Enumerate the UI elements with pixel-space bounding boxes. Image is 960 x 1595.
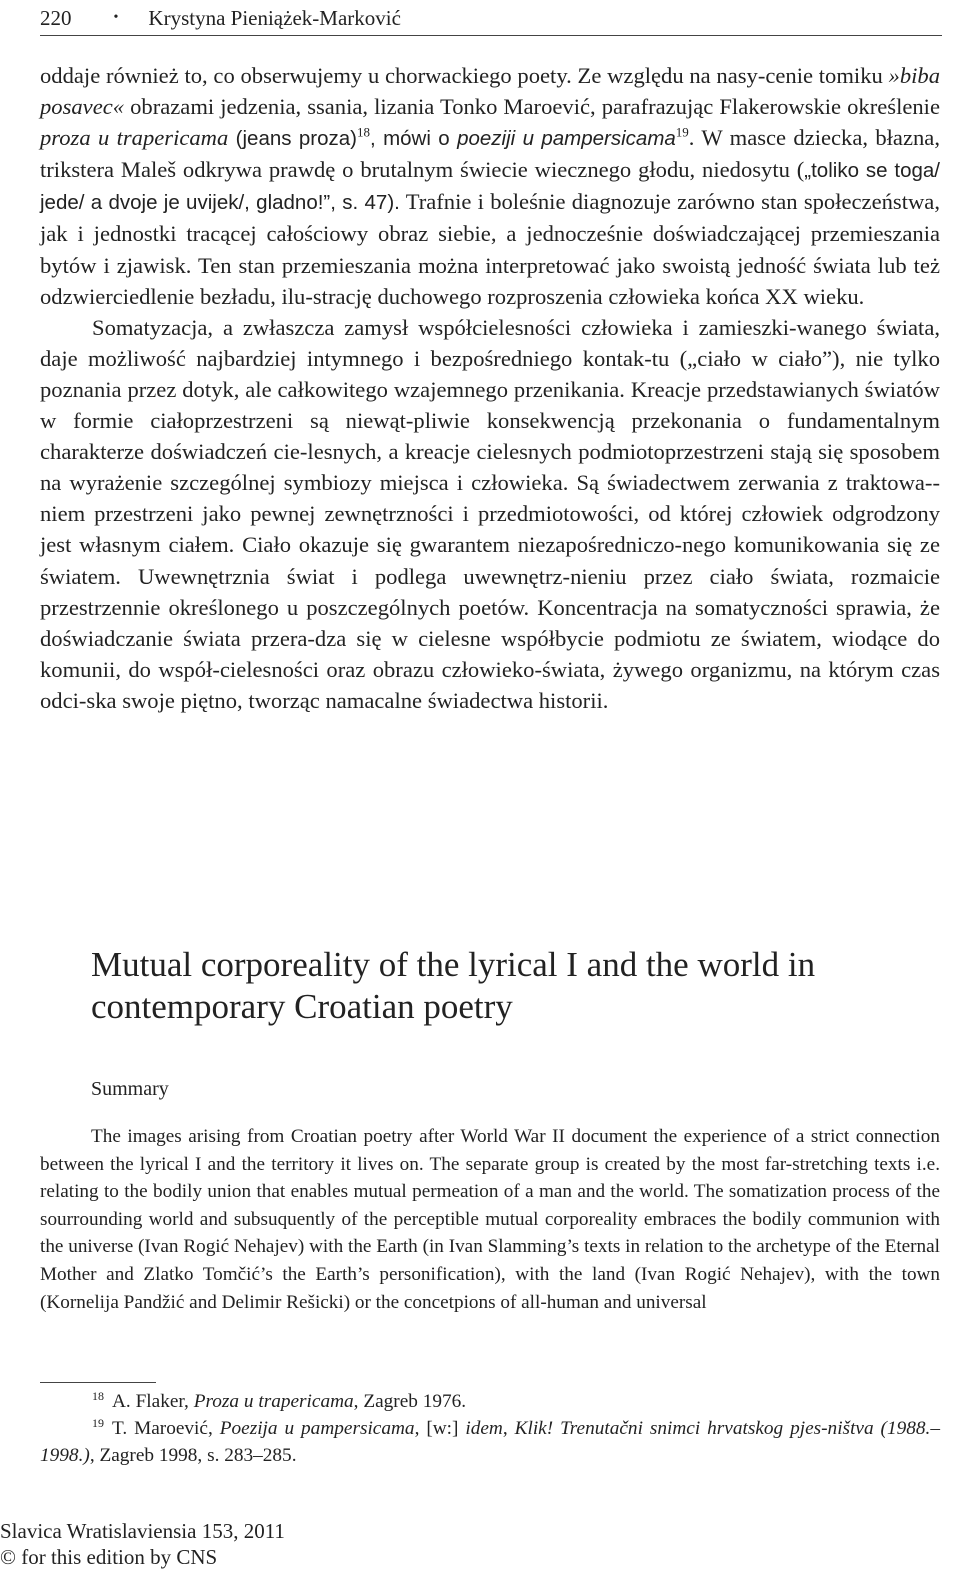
footnote-ref-18: 18 <box>357 124 370 140</box>
text-run: , [w:] <box>414 1418 466 1439</box>
summary-label: Summary <box>91 1078 169 1100</box>
italic-term: idem <box>465 1418 503 1439</box>
bullet-separator: • <box>113 10 119 25</box>
italic-title: Poezija u pampersicama <box>219 1418 415 1439</box>
footnotes <box>40 1388 940 1469</box>
text-run: . W masce dziecka, błazna, trikstera Maleš odkrywa prawdę o brutalnym świecie wiecznego głodu, niedosytu ( <box>40 125 940 183</box>
text-run: oddaje również to, co obserwujemy u chorwackiego poety. Ze względu na nasy-cenie tomiku <box>40 63 889 88</box>
text-run-sans: , mówi o <box>370 127 458 151</box>
body-paragraph-1 <box>40 60 940 312</box>
quotation-sans: „toliko se toga/ jede/ a dvoje je uvijek/, gladno!”, s. 47). <box>40 159 940 215</box>
italic-title: Klik! Trenutačni snimci hrvatskog pjes-ništva (1988.–1998.) <box>40 1418 940 1466</box>
summary-text: The images arising from Croatian poetry after World War II document the experience of a strict connection between the lyrical I and the territory it lives on. The separate group is created by the most far-stretching texts i.e. relating to the bodily union that enables mutual permeation of a man and the world. The somatization process of the sourrounding world and subsuquently of the perceptible mutual corporeality embraces the bodily communion with the universe (Ivan Rogić Nehajev) with the Earth (in Ivan Slamming’s texts in relation to the archetype of the Eternal Mother and Zlatko Tomčić’s the Earth’s personification), with the land (Ivan Rogić Nehajev), with the town (Kornelija Pandžić and Delimir Rešicki) or the concetpions of all-human and universal <box>40 1126 940 1313</box>
text-run: , <box>502 1418 515 1439</box>
italic-term: poeziji u pampersicama <box>457 127 676 151</box>
publication-footer <box>0 1518 285 1570</box>
footnote-ref-19: 19 <box>675 124 689 140</box>
running-head <box>40 4 942 32</box>
text-run: Trafnie i boleśnie diagnozuje zarówno stan społeczeństwa, jak i jednostki tracącej całościowy obraz siebie, a jednocześnie doświadczającej przemieszania bytów i zjawisk. Ten stan przemieszania można interpretować jako swoistą jedność świata lub też odzwierciedlenie bezładu, ilu-strację duchowego rozproszenia człowieka końca XX wieku. <box>40 189 940 309</box>
page-number: 220 <box>40 6 72 30</box>
italic-title: Proza u trapericama <box>193 1391 354 1412</box>
text-run: , Zagreb 1998, s. 283–285. <box>89 1445 297 1466</box>
footnote-19 <box>40 1415 940 1469</box>
text-run: obrazami jedzenia, ssania, lizania Tonko Maroević, parafrazując Flakerowskie określenie <box>124 94 940 120</box>
main-text <box>40 60 940 716</box>
running-head-author: Krystyna Pieniążek-Marković <box>148 6 401 30</box>
summary-title: Mutual corporeality of the lyrical I and the world in contemporary Croatian poetry <box>91 945 816 1026</box>
footnote-number: 18 <box>92 1388 104 1403</box>
italic-title: »biba posavec« <box>40 63 940 120</box>
header-rule <box>40 35 942 36</box>
body-paragraph-2: Somatyzacja, a zwłaszcza zamysł współcielesności człowieka i zamieszki-wanego świata, daje możliwość najbardziej intymnego i bezpośredniego kontak-tu („ciało w ciało”), nie tylko poznania przez dotyk, ale całkowitego wzajemnego przenikania. Kreacje przedstawianych światów w formie ciałoprzestrzeni są niewąt-pliwie konsekwencją przekonania o fundamentalnym charakterze doświadczeń cie-lesnych, a kreacje cielesnych podmiotoprzestrzeni stają się sposobem na wyrażenie szczególnej symbiozy miejsca i człowieka. Są świadectwem zerwania z traktowa-niem przestrzeni jako pewnej zewnętrzności i przedmiotowości, od której człowiek odgrodzony jest własnym ciałem. Ciało okazuje się gwarantem niezapośredniczo-nego komunikowania się ze światem. Uwewnętrznia świat i podlega uwewnętrz-nieniu przez ciało świata, rozmaicie przestrzennie określonego u poszczególnych poetów. Koncentracja na somatyczności sprawia, że doświadczanie świata przera-dza się w cielesne współbycie podmiotu ze światem, wiodące do komunii, do współ-cielesności oraz obrazu człowieko-świata, żywego organizmu, na którym czas odci-ska swoje piętno, tworząc namacalne świadectwa historii. <box>40 314 940 713</box>
footnote-rule <box>40 1382 156 1383</box>
footnote-number: 19 <box>92 1415 104 1430</box>
italic-term: proza u trapericama <box>40 125 229 151</box>
text-run: , Zagreb 1976. <box>353 1391 467 1412</box>
text-run: T. Maroević, <box>112 1418 220 1439</box>
text-run: A. Flaker, <box>112 1391 194 1412</box>
text-run-sans: (jeans proza) <box>228 127 357 151</box>
journal-info: Slavica Wratislaviensia 153, 2011 <box>0 1519 285 1543</box>
copyright-notice: © for this edition by CNS <box>0 1545 218 1569</box>
footnote-18 <box>40 1388 940 1415</box>
